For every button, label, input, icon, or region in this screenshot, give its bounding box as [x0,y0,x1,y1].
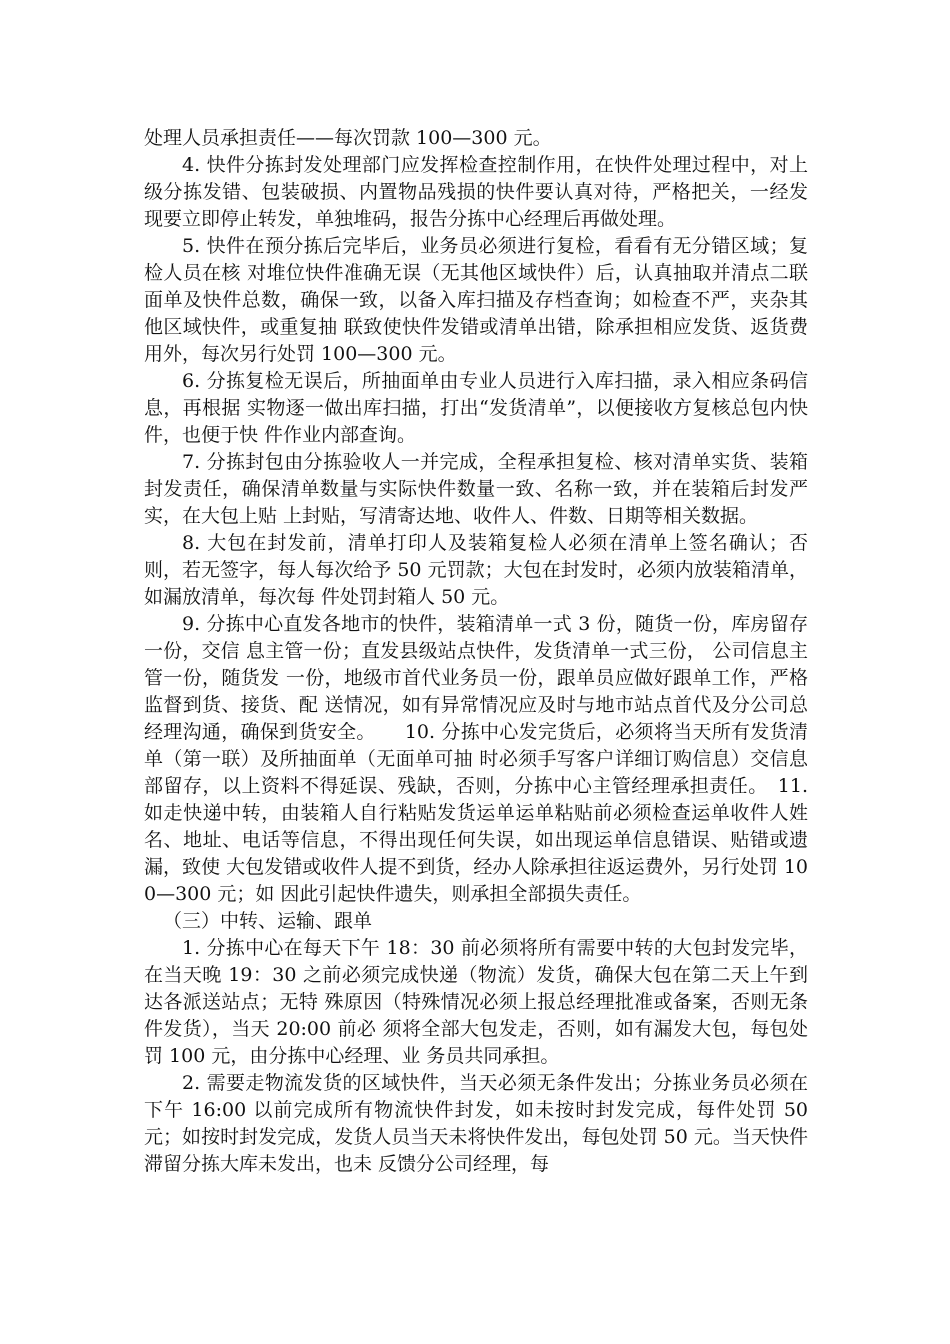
paragraph-item-5: 5. 快件在预分拣后完毕后，业务员必须进行复检，看看有无分错区域；复检人员在核 对堆位快件准确无误（无其他区域快件）后，认真抽取并清点二联面单及快件总数，确保一致，以备入库扫描及存档查询；如检查不严，夹杂其他区域快件，或重复抽 联致使快件发错或清单出错，除承担相应发货、返货费用外，每次另行处罚 100—300 元。 [144,235,808,365]
paragraph-item-4: 4. 快件分拣封发处理部门应发挥检查控制作用，在快件处理过程中，对上级分拣发错、包装破损、内置物品残损的快件要认真对待，严格把关，一经发现要立即停止转发，单独堆码，报告分拣中心经理后再做处理。 [144,154,808,230]
section-paragraph-2: 2. 需要走物流发货的区域快件，当天必须无条件发出；分拣业务员必须在下午 16:00 以前完成所有物流快件封发，如未按时封发完成，每件处罚 50 元；如按时封发完成，发货人员当天未将快件发出，每包处罚 50 元。当天快件滞留分拣大库未发出，也未 反馈分公司经理，每 [144,1072,808,1175]
document-page [144,125,808,1178]
paragraph-item-9-11: 9. 分拣中心直发各地市的快件，装箱清单一式 3 份，随货一份，库房留存一份，交信 息主管一份；直发县级站点快件，发货清单一式三份， 公司信息主管一份，随货发 一份，地级市首代业务员一份，跟单员应做好跟单工作，严格监督到货、接货、配 送情况，如有异常情况应及时与地市站点首代及分公司总经理沟通，确保到货安全。 10. 分拣中心发完货后，必须将当天所有发货清单（第一联）及所抽面单（无面单可抽 时必须手写客户详细订购信息）交信息部留存，以上资料不得延误、残缺，否则，分拣中心主管经理承担责任。 11. 如走快递中转，由装箱人自行粘贴发货运单运单粘贴前必须检查运单收件人姓名、地址、电话等信息，不得出现任何失误，如出现运单信息错误、贴错或遗漏，致使 大包发错或收件人提不到货，经办人除承担往返运费外，另行处罚 100—300 元；如 因此引起快件遗失，则承担全部损失责任。 [144,613,808,905]
paragraph-item-6: 6. 分拣复检无误后，所抽面单由专业人员进行入库扫描，录入相应条码信息，再根据 实物逐一做出库扫描，打出“发货清单”，以便接收方复核总包内快件，也便于快 件作业内部查询。 [144,370,808,446]
section-heading: （三）中转、运输、跟单 [163,910,373,932]
paragraph-continuation: 处理人员承担责任——每次罚款 100—300 元。 [144,127,552,149]
paragraph-item-8: 8. 大包在封发前，清单打印人及装箱复检人必须在清单上签名确认；否则，若无签字，每人每次给予 50 元罚款；大包在封发时，必须内放装箱清单，如漏放清单，每次每 件处罚封箱人 50 元。 [144,532,808,608]
paragraph-item-7: 7. 分拣封包由分拣验收人一并完成，全程承担复检、核对清单实货、装箱封发责任，确保清单数量与实际快件数量一致、名称一致，并在装箱后封发严实，在大包上贴 上封贴，写清寄达地、收件人、件数、日期等相关数据。 [144,451,808,527]
section-paragraph-1: 1. 分拣中心在每天下午 18：30 前必须将所有需要中转的大包封发完毕，在当天晚 19：30 之前必须完成快递（物流）发货，确保大包在第二天上午到达各派送站点；无特 殊原因（特殊情况必须上报总经理批准或备案，否则无条件发货），当天 20:00 前必 须将全部大包发走，否则，如有漏发大包，每包处罚 100 元，由分拣中心经理、业 务员共同承担。 [144,937,808,1067]
